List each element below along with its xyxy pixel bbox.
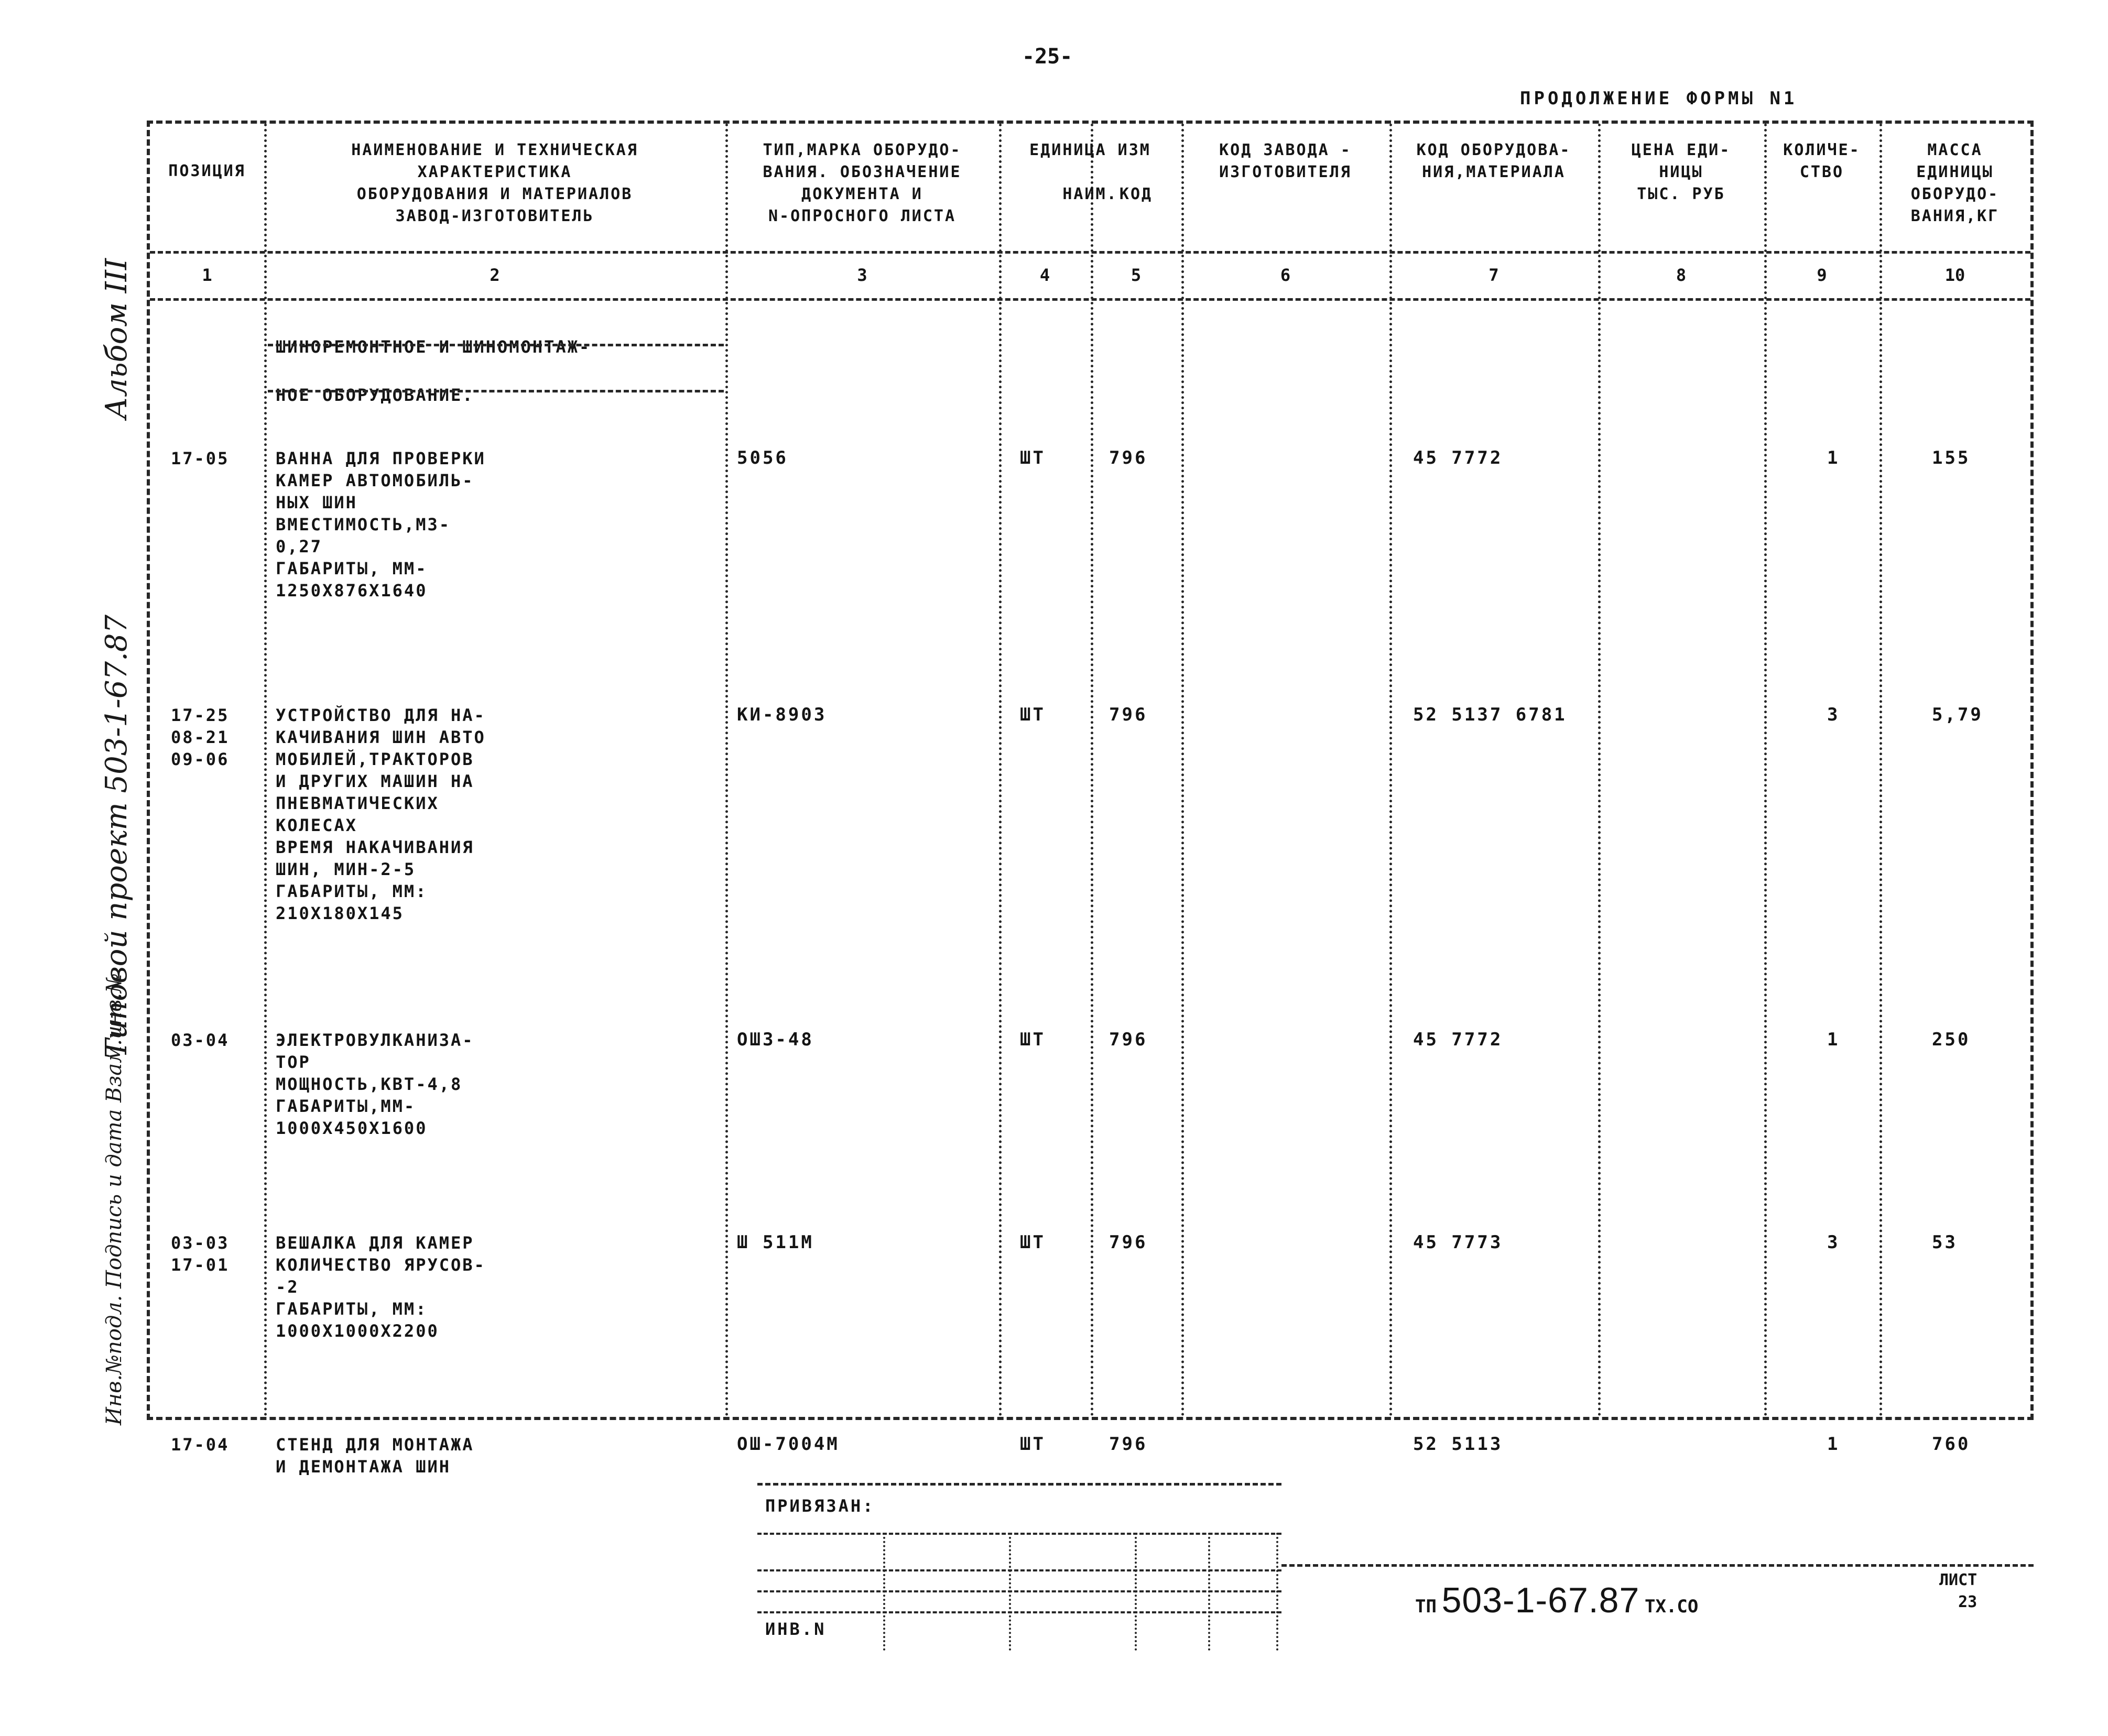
row-5-position: 17-04: [171, 1435, 230, 1455]
row-2-unit-code: 796: [1109, 704, 1148, 725]
row-4-equipment-code: 45 7773: [1413, 1232, 1503, 1253]
col-divider: [1598, 124, 1601, 1417]
document-code-main: 503-1-67.87: [1441, 1580, 1640, 1620]
row-4-description: ВЕШАЛКА ДЛЯ КАМЕР КОЛИЧЕСТВО ЯРУСОВ- -2 ГАБАРИТЫ, ММ: 1000Х1000Х2200: [276, 1233, 486, 1341]
row-4-position: 03-03 17-01: [171, 1233, 230, 1275]
header-col-3: ТИП,МАРКА ОБОРУДО- ВАНИЯ. ОБОЗНАЧЕНИЕ ДОКУМЕНТА И N-ОПРОСНОГО ЛИСТА: [763, 141, 962, 225]
sheet-number: 23: [1958, 1593, 1977, 1611]
row-1-description: ВАННА ДЛЯ ПРОВЕРКИ КАМЕР АВТОМОБИЛЬ- НЫХ ШИН ВМЕСТИМОСТЬ,М3- 0,27 ГАБАРИТЫ, ММ- 1250Х876Х1640: [276, 449, 486, 600]
page-number: -25-: [1022, 45, 1073, 69]
stamp-rule: [757, 1611, 1281, 1613]
stamp-inv-label: ИНВ.N: [765, 1619, 827, 1639]
header-col-8: ЦЕНА ЕДИ- НИЦЫ ТЫС. РУБ: [1631, 141, 1731, 203]
row-2-description: УСТРОЙСТВО ДЛЯ НА- КАЧИВАНИЯ ШИН АВТО МОБИЛЕЙ,ТРАКТОРОВ И ДРУГИХ МАШИН НА ПНЕВМАТИЧЕСКИХ КОЛЕСАХ ВРЕМЯ НАКАЧИВАНИЯ ШИН, МИН-2-5 ГАБАРИТЫ, ММ: 210Х180Х145: [276, 705, 486, 923]
col-number-10: 10: [1944, 265, 1965, 285]
row-3-description: ЭЛЕКТРОВУЛКАНИЗА- ТОР МОЩНОСТЬ,КВТ-4,8 ГАБАРИТЫ,ММ- 1000Х450Х1600: [276, 1030, 474, 1138]
header-col-1: ПОЗИЦИЯ: [168, 162, 246, 180]
header-col-9: КОЛИЧЕ- СТВО: [1783, 141, 1861, 181]
section-title: ШИНОРЕМОНТНОЕ И ШИНОМОНТАЖ- НОЕ ОБОРУДОВАНИЕ.: [276, 337, 591, 405]
stamp-col-divider: [883, 1533, 885, 1651]
row-4-unit: ШТ: [1020, 1232, 1046, 1253]
row-5-quantity: 1: [1827, 1434, 1840, 1455]
row-5-equipment-code: 52 5113: [1413, 1434, 1503, 1455]
row-3-unit: ШТ: [1020, 1029, 1046, 1050]
row-2-mass: 5,79: [1932, 704, 1983, 725]
col-number-3: 3: [857, 265, 867, 285]
row-1-mass: 155: [1932, 447, 1971, 468]
document-code-suffix: ТХ.СО: [1644, 1596, 1699, 1617]
row-2-equipment-code: 52 5137 6781: [1413, 704, 1567, 725]
stamp-privyazan-label: ПРИВЯЗАН:: [765, 1496, 875, 1516]
col-number-5: 5: [1131, 265, 1142, 285]
row-5-unit: ШТ: [1020, 1434, 1046, 1455]
row-2-position: 17-25 08-21 09-06: [171, 705, 230, 769]
row-5-unit-code: 796: [1109, 1434, 1148, 1455]
col-number-7: 7: [1488, 265, 1499, 285]
row-1-equipment-code: 45 7772: [1413, 447, 1503, 468]
header-col-4: ЕДИНИЦА ИЗМ НАИМ.: [1029, 141, 1151, 203]
row-3-type: ОШЗ-48: [737, 1029, 814, 1050]
stamp-rule: [757, 1590, 1281, 1592]
row-1-position: 17-05: [171, 449, 230, 468]
row-2-unit: ШТ: [1020, 704, 1046, 725]
stamp-block: [757, 1483, 1281, 1651]
section-title-rule: [268, 344, 724, 346]
form-continuation-label: ПРОДОЛЖЕНИЕ ФОРМЫ N1: [1520, 88, 1798, 109]
header-divider: [150, 251, 2030, 254]
row-1-unit-code: 796: [1109, 447, 1148, 468]
stamp-rule: [757, 1533, 1281, 1535]
col-number-2: 2: [490, 265, 500, 285]
equipment-table: [147, 121, 2034, 1477]
col-divider: [1764, 124, 1767, 1417]
col-divider: [999, 124, 1002, 1417]
sheet-number-block: [1939, 1569, 1977, 1613]
document-code: [1415, 1580, 1698, 1621]
row-1-type: 5056: [737, 447, 788, 468]
stamp-rule: [757, 1569, 1281, 1571]
side-label-album: Альбом III: [100, 258, 134, 419]
title-block-rule: [1281, 1564, 2034, 1567]
col-number-1: 1: [202, 265, 212, 285]
row-4-mass: 53: [1932, 1232, 1958, 1253]
col-number-9: 9: [1817, 265, 1827, 285]
row-3-unit-code: 796: [1109, 1029, 1148, 1050]
col-divider: [1879, 124, 1882, 1417]
col-number-4: 4: [1039, 265, 1050, 285]
row-1-unit: ШТ: [1020, 447, 1046, 468]
header-col-10: МАССА ЕДИНИЦЫ ОБОРУДО- ВАНИЯ,КГ: [1910, 141, 2000, 225]
row-4-unit-code: 796: [1109, 1232, 1148, 1253]
sheet-label: ЛИСТ: [1939, 1571, 1977, 1589]
header-col-5: КОД: [1119, 185, 1153, 203]
row-2-quantity: 3: [1827, 704, 1840, 725]
number-row-divider: [150, 298, 2030, 301]
stamp-col-divider: [1208, 1533, 1210, 1651]
section-title-rule: [268, 390, 724, 392]
col-divider: [1181, 124, 1184, 1417]
row-5-description: СТЕНД ДЛЯ МОНТАЖА И ДЕМОНТАЖА ШИН: [276, 1435, 474, 1477]
row-5-mass: 760: [1932, 1434, 1971, 1455]
row-2-type: КИ-8903: [737, 704, 827, 725]
side-label-project: Типовой проект 503-1-67.87: [100, 614, 134, 1058]
col-divider: [1389, 124, 1392, 1417]
row-3-position: 03-04: [171, 1030, 230, 1050]
header-col-2: НАИМЕНОВАНИЕ И ТЕХНИЧЕСКАЯ ХАРАКТЕРИСТИКА ОБОРУДОВАНИЯ И МАТЕРИАЛОВ ЗАВОД-ИЗГОТОВИТЕЛЬ: [351, 141, 638, 225]
document-code-prefix: ТП: [1415, 1596, 1437, 1617]
header-col-7: КОД ОБОРУДОВА- НИЯ,МАТЕРИАЛА: [1416, 141, 1571, 181]
row-5-type: ОШ-7004М: [737, 1434, 840, 1455]
col-divider: [1091, 124, 1093, 1417]
row-4-type: Ш 511М: [737, 1232, 814, 1253]
row-3-equipment-code: 45 7772: [1413, 1029, 1503, 1050]
col-number-6: 6: [1280, 265, 1291, 285]
row-3-mass: 250: [1932, 1029, 1971, 1050]
row-1-quantity: 1: [1827, 447, 1840, 468]
col-divider: [264, 124, 267, 1417]
col-number-8: 8: [1676, 265, 1687, 285]
side-label-stamp-box: Инв.№подл. Подпись и дата Взам.инв.№: [102, 973, 126, 1425]
stamp-col-divider: [1009, 1533, 1011, 1651]
col-divider: [725, 124, 728, 1417]
row-3-quantity: 1: [1827, 1029, 1840, 1050]
header-col-6: КОД ЗАВОДА - ИЗГОТОВИТЕЛЯ: [1219, 141, 1352, 181]
stamp-col-divider: [1276, 1533, 1278, 1651]
row-4-quantity: 3: [1827, 1232, 1840, 1253]
stamp-col-divider: [1135, 1533, 1137, 1651]
